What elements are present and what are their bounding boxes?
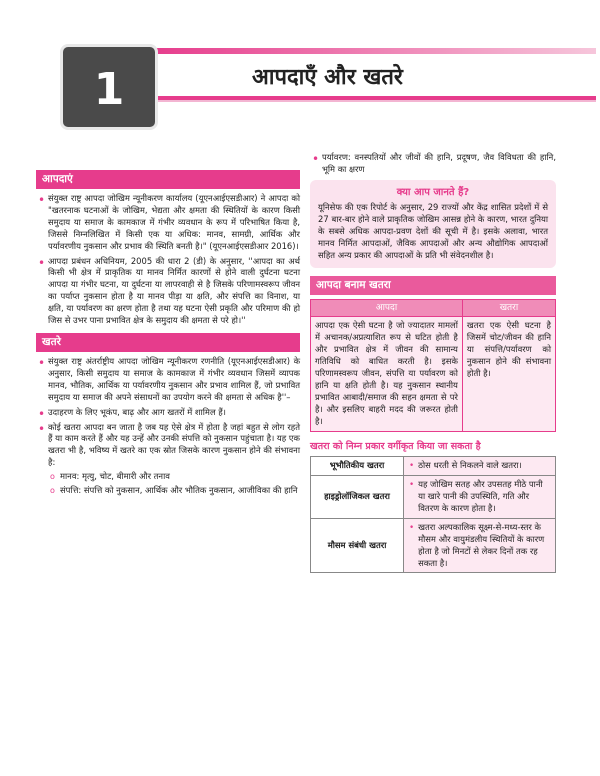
table-header: आपदा	[311, 299, 463, 317]
table-row	[311, 317, 556, 431]
table-header: खतरा	[462, 299, 555, 317]
list-item-text: कोई खतरा आपदा बन जाता है जब यह ऐसे क्षेत्र में होता है जहां बहुत से लोग रहते हैं या काम करते हैं और यह उन्हें और उनकी संपत्ति को नुकसान पहुंचाता है। यह एक खतरा भी है, भविष्य में खतरे का एक स्रोत जिसके कारण नुकसान होने की संभावना है:	[48, 421, 300, 468]
list-item: • यह जोखिम सतह और उपसतह मीठे पानी या खारे पानी की उपस्थिति, गति और वितरण के कारण होता है।	[418, 479, 551, 515]
disasters-list	[36, 193, 300, 327]
disaster-vs-hazard-table	[310, 299, 556, 432]
right-column	[310, 152, 556, 573]
hazard-consequence-list	[48, 471, 300, 497]
table-cell: हाइड्रोलॉजिकल खतरा	[311, 476, 404, 519]
classification-title: खतरा को निम्न प्रकार वर्गीकृत किया जा सकता है	[310, 440, 481, 452]
list-item: • संयुक्त राष्ट्र आपदा जोखिम न्यूनीकरण कार्यालय (यूएनआईएसडीआर) ने आपदा को "खतरनाक घटनाओं के जोखिम, भेद्यता और क्षमता की स्थितियों के कारण किसी समुदाय या समाज के कामकाज में गंभीर व्यवधान के रूप में परिभाषित किया है, जिससे निम्नलिखित में किसी एक या अधिक: मानव, सामग्री, आर्थिक और पर्यावरणीय नुकसान और प्रभाव की स्थिति बनती है।" (यूएनआईएसडीआर 2016)।	[48, 193, 300, 253]
list-item: • उदाहरण के लिए भूकंप, बाढ़ और आग खतरों में शामिल हैं।	[48, 407, 300, 419]
table-cell: खतरा एक ऐसी घटना है जिसमें चोट/जीवन की हानि या संपत्ति/पर्यावरण को नुकसान होने की संभावना होती है।	[462, 317, 555, 431]
table-cell	[404, 457, 556, 476]
did-you-know-title: क्या आप जानते हैं?	[396, 186, 470, 198]
list-item: • खतरा अल्पकालिक सूक्ष्म-से-मध्य-स्तर के मौसम और वायुमंडलीय स्थितियों के कारण होता है जो मिनटों से लेकर दिनों तक रह सकता है।	[418, 522, 551, 570]
section-heading-vs: आपदा बनाम खतरा	[310, 276, 556, 295]
table-row	[311, 457, 556, 476]
table-row	[311, 518, 556, 573]
list-item: • ठोस धरती से निकलने वाले खतरा।	[418, 460, 551, 472]
list-item: • आपदा प्रबंधन अधिनियम, 2005 की धारा 2 (डी) के अनुसार, ''आपदा का अर्थ किसी भी क्षेत्र में प्राकृतिक या मानव निर्मित कारणों से होने वाली दुर्घटना घटना आपदा या गंभीर घटना, या दुर्घटना या लापरवाही से है जिसके परिणामस्वरूप जीवन का पर्याप्त नुकसान होता है या मानव पीड़ा या क्षति, और संपत्ति का विनाश, या क्षति, या पर्यावरण का क्षरण होता है तथा यह घटना ऐसी प्रकृति और परिमाण की हो जिस से उभर पाना प्रभावित क्षेत्र के समुदाय की क्षमता से परे हो।''	[48, 256, 300, 328]
table-cell	[404, 476, 556, 519]
table-cell	[404, 518, 556, 573]
env-item-text: पर्यावरण: वनस्पतियों और जीवों की हानि, प्रदूषण, जैव विविधता की हानि, भूमि का क्षरण	[322, 152, 556, 174]
sub-item	[322, 152, 556, 176]
table-cell: मौसम संबंधी खतरा	[311, 518, 404, 573]
env-list	[310, 152, 556, 176]
chapter-number: 1	[60, 44, 158, 130]
did-you-know-text: यूनिसेफ की एक रिपोर्ट के अनुसार, 29 राज्यों और केंद्र शासित प्रदेशों में से 27 बार-बार होने वाले प्राकृतिक जोखिम आसन्न होने के कारण, भारत दुनिया के सबसे अधिक आपदा-प्रवण देशों की सूची में है। इसके अलावा, भारत मानव निर्मित आपदाओं, जैविक आपदाओं और अन्य औद्योगिक आपदाओं सहित अन्य प्रकार की आपदाओं के प्रति भी संवेदनशील है।	[318, 202, 548, 260]
list-item: • संयुक्त राष्ट्र अंतर्राष्ट्रीय आपदा जोखिम न्यूनीकरण रणनीति (यूएनआईएसडीआर) के अनुसार, किसी समुदाय या समाज के कामकाज में गंभीर व्यवधान जिसमें व्यापक मानव, भौतिक, आर्थिक या पर्यावरणीय नुकसान और प्रभाव शामिल हैं, जो प्रभावित समुदाय या समाज की अपने संसाधनों का उपयोग करने की क्षमता से अधिक है''–	[48, 356, 300, 404]
sub-item: o मानव: मृत्यु, चोट, बीमारी और तनाव	[60, 471, 300, 483]
table-cell: आपदा एक ऐसी घटना है जो ज्यादातर मामलों में अचानक/अप्रत्याशित रूप से घटित होती है और प्रभावित क्षेत्र में जीवन की सामान्य गतिविधि को बाधित करती है। इसके परिणामस्वरूप जीवन, संपत्ति या पर्यावरण को हानि या क्षति होती है। यह नुकसान स्थानीय प्रभावित आबादी/समाज की सहन क्षमता से परे है। और इसलिए बाहरी मदद की जरूरत होती है।	[311, 317, 463, 431]
table-row	[311, 476, 556, 519]
table-cell: भूभौतिकीय खतरा	[311, 457, 404, 476]
did-you-know-box	[310, 180, 556, 268]
section-heading-disasters: आपदाएं	[36, 170, 300, 189]
hazards-list	[36, 356, 300, 497]
section-heading-hazards: खतरे	[36, 333, 300, 352]
left-column	[36, 170, 300, 500]
hazard-classification-table	[310, 456, 556, 573]
list-item	[48, 422, 300, 498]
chapter-title: आपदाएँ और खतरे	[252, 65, 403, 90]
sub-item: o संपत्ति: संपत्ति को नुकसान, आर्थिक और भौतिक नुकसान, आजीविका की हानि	[60, 485, 300, 497]
